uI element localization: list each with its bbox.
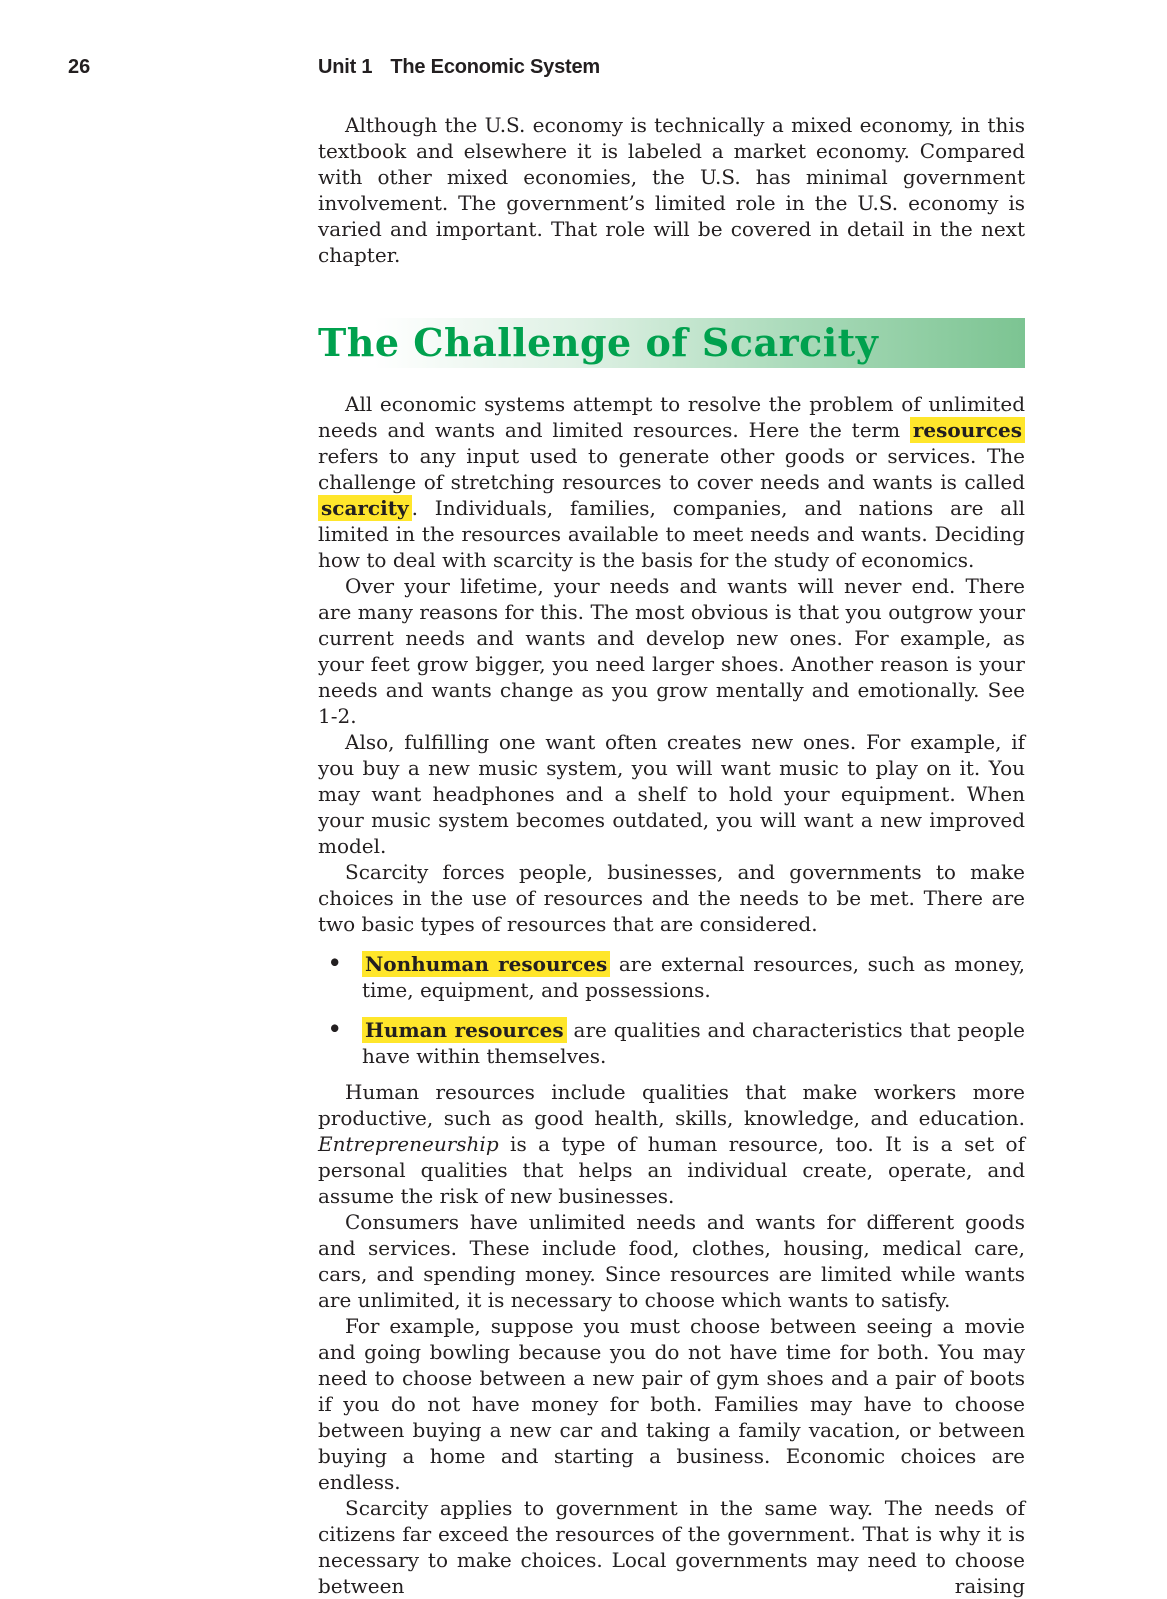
paragraph-scarcity-forces-choices: Scarcity forces people, businesses, and governments to make choices in the use of resources and the needs to be met. There are two basic types of resources that are considered. bbox=[318, 860, 1025, 936]
section-title: The Challenge of Scarcity bbox=[318, 320, 879, 365]
paragraph-consumers: Consumers have unlimited needs and wants for different goods and services. These include food, clothes, housing, medical care, cars, and spending money. Since resources are limited while wants are unlimited, it is necessary to choose which wants to satisfy. bbox=[318, 1210, 1025, 1312]
text-run: Human resources include qualities that make workers more productive, such as good health, skills, knowledge, and education. bbox=[318, 1080, 1025, 1130]
bullet-icon: • bbox=[328, 1016, 342, 1041]
paragraph-lifetime-needs: Over your lifetime, your needs and wants will never end. There are many reasons for this. The most obvious is that you outgrow your current needs and wants and develop new ones. For example, as your feet grow bigger, you need larger shoes. Another reason is your needs and wants change as you grow mentally and emotionally. See 1-2. bbox=[318, 574, 1025, 728]
paragraph-human-resources-detail bbox=[318, 1079, 1025, 1209]
key-term-nonhuman-resources: Nonhuman resources bbox=[362, 951, 610, 977]
page-content bbox=[318, 112, 1025, 1599]
text-run: refers to any input used to generate other goods or services. The challenge of stretching resources to cover needs and wants is called bbox=[318, 444, 1025, 494]
list-item-human-resources bbox=[318, 1017, 1025, 1069]
paragraph-choice-examples: For example, suppose you must choose between seeing a movie and going bowling because you do not have time for both. You may need to choose between a new pair of gym shoes and a pair of boots if you do not have money for both. Families may have to choose between buying a new car and taking a family vacation, or between buying a home and starting a business. Economic choices are endless. bbox=[318, 1314, 1025, 1494]
bullet-icon: • bbox=[328, 950, 342, 975]
text-run: . Individuals, families, companies, and nations are all limited in the resources available to meet needs and wants. Deciding how to deal with scarcity is the basis for the study of economics. bbox=[318, 496, 1025, 572]
paragraph-government-scarcity: Scarcity applies to government in the same way. The needs of citizens far exceed the resources of the government. That is why it is necessary to make choices. Local governments may need to choose between raising bbox=[318, 1496, 1025, 1598]
text-run: are external resources, such as money, time, equipment, and possessions. bbox=[362, 952, 1025, 1002]
key-term-human-resources: Human resources bbox=[362, 1017, 567, 1043]
key-term-entrepreneurship: Entrepreneurship bbox=[318, 1132, 499, 1156]
section-banner bbox=[318, 318, 1025, 368]
unit-label: Unit 1 bbox=[318, 56, 373, 78]
paragraph-fulfilling-wants: Also, fulfilling one want often creates new ones. For example, if you buy a new music system, you will want music to play on it. You may want headphones and a shelf to hold your equipment. When your music system becomes outdated, you will want a new improved model. bbox=[318, 730, 1025, 858]
running-head bbox=[318, 56, 600, 79]
paragraph-scarcity-definition bbox=[318, 391, 1025, 573]
resource-types-list bbox=[318, 951, 1025, 1069]
text-run: are qualities and characteristics that people have within themselves. bbox=[362, 1018, 1025, 1068]
key-term-resources: resources bbox=[910, 417, 1025, 443]
text-run: All economic systems attempt to resolve the problem of unlimited needs and wants and limited resources. Here the term bbox=[318, 392, 1025, 442]
key-term-scarcity: scarcity bbox=[318, 495, 412, 521]
unit-title: The Economic System bbox=[390, 56, 600, 78]
list-item-nonhuman-resources bbox=[318, 951, 1025, 1003]
page-number: 26 bbox=[68, 56, 91, 78]
paragraph-intro: Although the U.S. economy is technically a mixed economy, in this textbook and elsewhere it is labeled a market economy. Compared with other mixed economies, the U.S. has minimal government involvement. The government’s limited role in the U.S. economy is varied and important. That role will be covered in detail in the next chapter. bbox=[318, 113, 1025, 267]
text-run: is a type of human resource, too. It is a set of personal qualities that helps an individual create, operate, and assume the risk of new businesses. bbox=[318, 1132, 1025, 1208]
